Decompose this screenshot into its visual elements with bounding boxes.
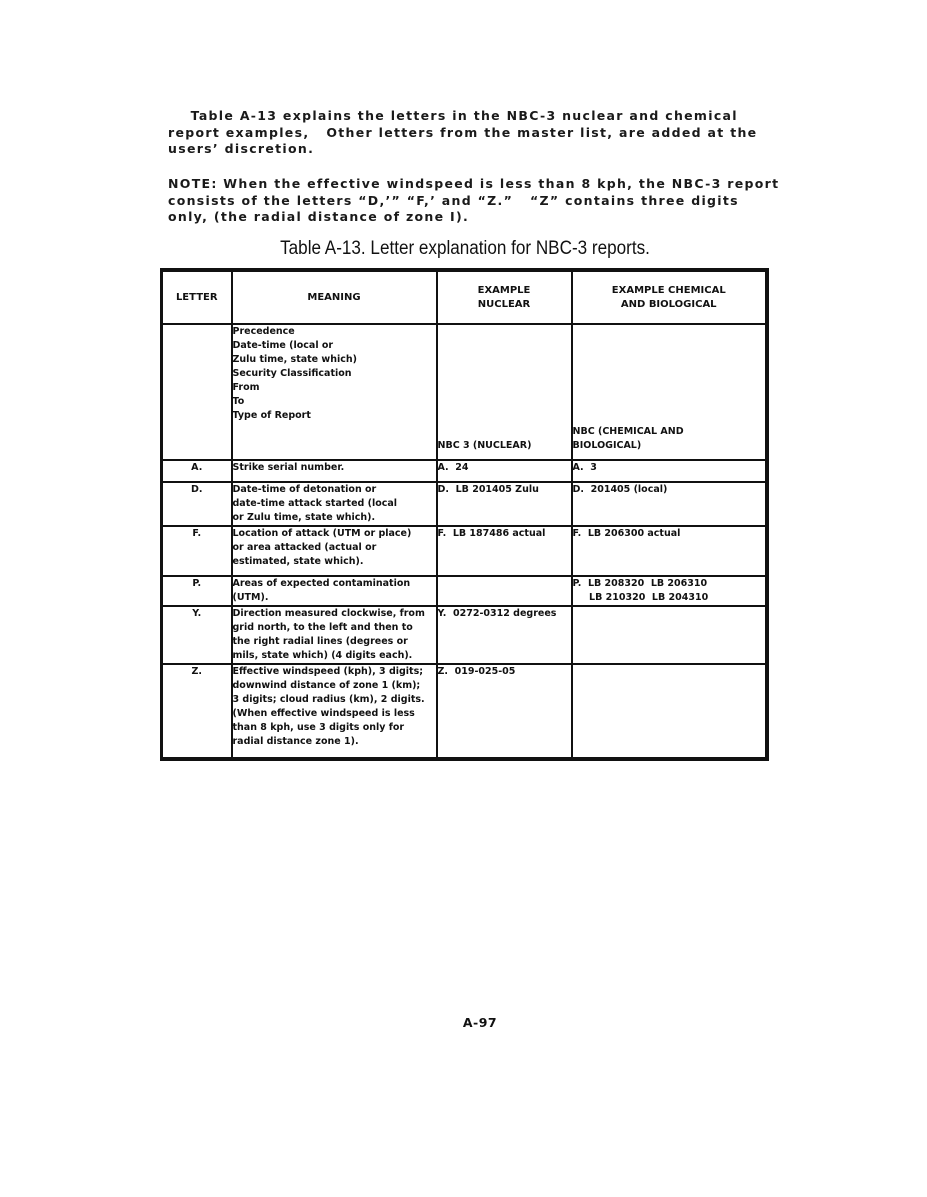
example-line: D. LB 201405 Zulu <box>437 484 539 495</box>
cell-meaning <box>232 576 437 606</box>
cell-example-chemical <box>572 460 768 482</box>
cell-example-chemical <box>572 576 768 606</box>
meaning-line: or area attacked (actual or <box>232 542 377 553</box>
note-line: consists of the letters “D,’” “F,’ and “Z.” “Z” contains three digits <box>168 192 739 208</box>
cell-example-nuclear <box>437 482 572 526</box>
cell-example-nuclear <box>437 664 572 759</box>
meaning-line: mils, state which) (4 digits each). <box>232 650 413 661</box>
cell-letter: P. <box>162 576 232 606</box>
cell-example-nuclear <box>437 460 572 482</box>
cell-example-chemical <box>572 664 768 759</box>
meaning-line: Date-time of detonation or <box>232 484 377 495</box>
cell-example-nuclear <box>437 606 572 664</box>
meaning-line: Date-time (local or <box>232 340 334 351</box>
meaning-line: Areas of expected contamination <box>232 578 411 589</box>
meaning-line: downwind distance of zone 1 (km); <box>232 680 421 691</box>
cell-meaning <box>232 606 437 664</box>
cell-example-chemical <box>572 526 768 576</box>
table-row <box>162 482 768 526</box>
example-line: BIOLOGICAL) <box>572 440 642 451</box>
cell-example-nuclear <box>437 576 572 606</box>
meaning-line: To <box>232 396 245 407</box>
meaning-line: or Zulu time, state which). <box>232 512 376 523</box>
note-paragraph <box>168 176 780 226</box>
table-row <box>162 576 768 606</box>
intro-paragraph <box>168 108 768 158</box>
example-line: LB 210320 LB 204310 <box>572 592 709 603</box>
meaning-line: 3 digits; cloud radius (km), 2 digits. <box>232 694 425 705</box>
example-line: F. LB 187486 actual <box>437 528 546 539</box>
meaning-line: (When effective windspeed is less <box>232 708 415 719</box>
header-meaning: MEANING <box>232 270 437 324</box>
table-row <box>162 526 768 576</box>
cell-letter: Y. <box>162 606 232 664</box>
meaning-line: Direction measured clockwise, from <box>232 608 425 619</box>
meaning-line: Security Classification <box>232 368 352 379</box>
cell-letter: D. <box>162 482 232 526</box>
header-line: EXAMPLE CHEMICAL <box>611 284 726 296</box>
table-header-row <box>162 270 768 324</box>
meaning-line: date-time attack started (local <box>232 498 398 509</box>
example-line: NBC 3 (NUCLEAR) <box>437 440 532 451</box>
cell-example-nuclear <box>437 324 572 460</box>
header-line: EXAMPLE <box>477 284 531 296</box>
example-line: Z. 019-025-05 <box>437 666 516 677</box>
cell-meaning <box>232 482 437 526</box>
header-line: NUCLEAR <box>477 298 531 310</box>
meaning-line: grid north, to the left and then to <box>232 622 413 633</box>
meaning-line: Location of attack (UTM or place) <box>232 528 412 539</box>
table-row <box>162 664 768 759</box>
example-line: P. LB 208320 LB 206310 <box>572 578 708 589</box>
cell-example-chemical <box>572 324 768 460</box>
cell-letter <box>162 324 232 460</box>
example-line: NBC (CHEMICAL AND <box>572 426 684 437</box>
letter-explanation-table <box>160 268 769 761</box>
example-line: Y. 0272-0312 degrees <box>437 608 557 619</box>
cell-letter: F. <box>162 526 232 576</box>
cell-example-chemical <box>572 606 768 664</box>
header-line: AND BIOLOGICAL <box>620 298 717 310</box>
cell-meaning <box>232 460 437 482</box>
meaning-line: Zulu time, state which) <box>232 354 357 365</box>
cell-meaning <box>232 664 437 759</box>
intro-line: report examples, Other letters from the master list, are added at the <box>168 124 758 140</box>
meaning-line: Type of Report <box>232 410 311 421</box>
header-example-nuclear <box>437 270 572 324</box>
intro-line: users’ discretion. <box>168 141 315 156</box>
cell-letter: A. <box>162 460 232 482</box>
header-letter: LETTER <box>162 270 232 324</box>
example-line: A. 24 <box>437 462 469 473</box>
cell-meaning <box>232 324 437 460</box>
cell-meaning <box>232 526 437 576</box>
table-row <box>162 460 768 482</box>
meaning-line: (UTM). <box>232 592 269 603</box>
cell-letter: Z. <box>162 664 232 759</box>
note-line: only, (the radial distance of zone I). <box>168 209 470 224</box>
table-caption: Table A-13. Letter explanation for NBC-3 reports. <box>280 238 650 259</box>
meaning-line: From <box>232 382 260 393</box>
intro-line: Table A-13 explains the letters in the NBC-3 nuclear and chemical <box>168 108 738 123</box>
example-line: F. LB 206300 actual <box>572 528 681 539</box>
meaning-line: estimated, state which). <box>232 556 364 567</box>
page-number: A-97 <box>462 1015 498 1030</box>
meaning-line: Precedence <box>232 326 295 337</box>
meaning-line: radial distance zone 1). <box>232 736 359 747</box>
cell-example-chemical <box>572 482 768 526</box>
cell-example-nuclear <box>437 526 572 576</box>
example-line: D. 201405 (local) <box>572 484 668 495</box>
header-example-chemical <box>572 270 768 324</box>
meaning-line: Strike serial number. <box>232 462 345 473</box>
example-line: A. 3 <box>572 462 597 473</box>
meaning-line: than 8 kph, use 3 digits only for <box>232 722 405 733</box>
table-row <box>162 606 768 664</box>
meaning-line: Effective windspeed (kph), 3 digits; <box>232 666 424 677</box>
note-line: NOTE: When the effective windspeed is less than 8 kph, the NBC-3 report <box>168 176 780 191</box>
meaning-line: the right radial lines (degrees or <box>232 636 408 647</box>
table-row <box>162 324 768 460</box>
